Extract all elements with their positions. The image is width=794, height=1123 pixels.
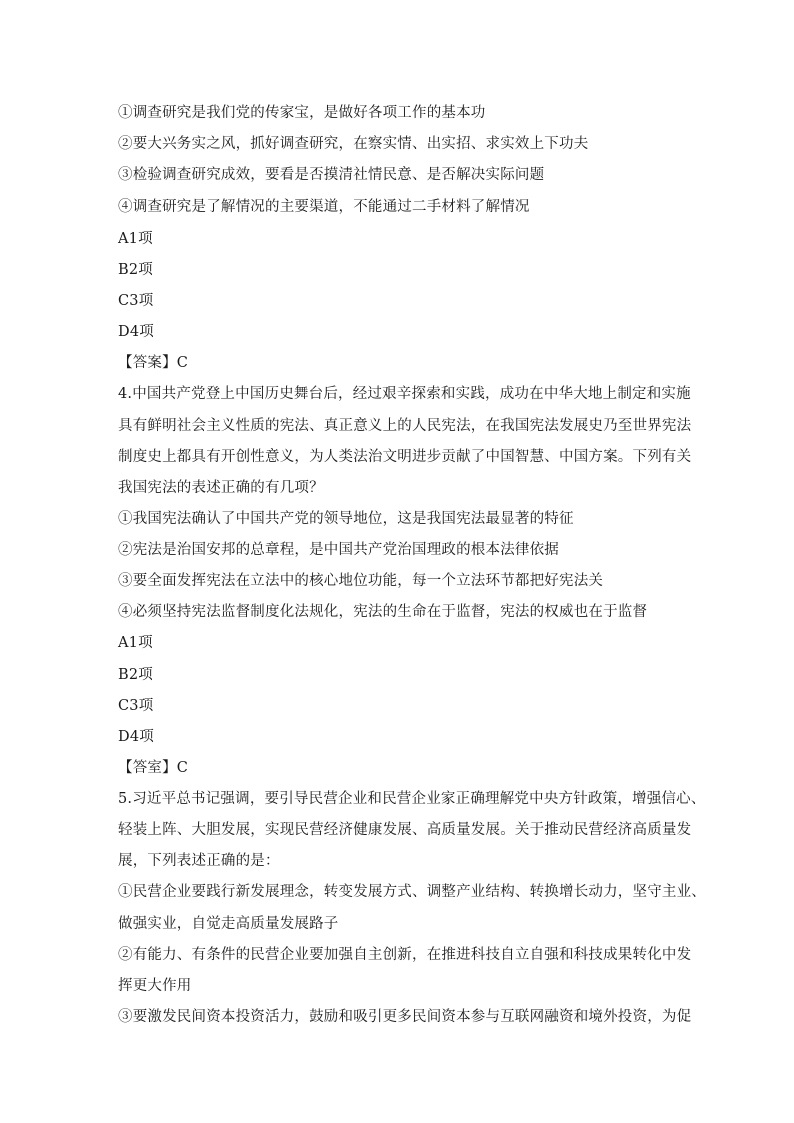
q4-choice-a: A1项 xyxy=(118,635,153,651)
q3-choice-c: C3项 xyxy=(118,293,154,309)
q5-stem-line-3: 展，下列表述正确的是： xyxy=(118,853,280,869)
q3-option-4: ④调查研究是了解情况的主要渠道，不能通过二手材料了解情况 xyxy=(118,199,530,215)
q5-option-1-line-1: ①民营企业要践行新发展理念，转变发展方式、调整产业结构、转换增长动力，坚守主业、 xyxy=(118,884,706,900)
q4-choice-d: D4项 xyxy=(118,729,154,745)
q3-choice-d: D4项 xyxy=(118,324,154,340)
q4-option-4: ④必须坚持宪法监督制度化法规化，宪法的生命在于监督，宪法的权威也在于监督 xyxy=(118,604,648,620)
q3-choice-a: A1项 xyxy=(118,231,153,247)
q4-stem-line-1: 4.中国共产党登上中国历史舞台后，经过艰辛探索和实践，成功在中华大地上制定和实施 xyxy=(118,386,691,402)
q4-stem-line-2: 具有鲜明社会主义性质的宪法、真正意义上的人民宪法，在我国宪法发展史乃至世界宪法 xyxy=(118,418,692,434)
q4-option-2: ②宪法是治国安邦的总章程，是中国共产党治国理政的根本法律依据 xyxy=(118,542,559,558)
q3-choice-b: B2项 xyxy=(118,262,153,278)
q3-answer: 【答案】C xyxy=(118,355,189,371)
q5-option-3-line-1: ③要激发民间资本投资活力，鼓励和吸引更多民间资本参与互联网融资和境外投资，为促 xyxy=(118,1009,692,1025)
q5-option-2-line-2: 挥更大作用 xyxy=(118,978,192,994)
q4-option-3: ③要全面发挥宪法在立法中的核心地位功能，每一个立法环节都把好宪法关 xyxy=(118,573,604,589)
q4-stem-line-3: 制度史上都具有开创性意义，为人类法治文明进步贡献了中国智慧、中国方案。下列有关 xyxy=(118,449,692,465)
q5-option-2-line-1: ②有能力、有条件的民营企业要加强自主创新，在推进科技自立自强和科技成果转化中发 xyxy=(118,947,692,963)
q4-choice-b: B2项 xyxy=(118,667,153,683)
q5-stem-line-1: 5.习近平总书记强调，要引导民营企业和民营企业家正确理解党中央方针政策，增强信心、 xyxy=(118,791,706,807)
q4-answer: 【答室】C xyxy=(118,760,189,776)
q3-option-3: ③检验调查研究成效，要看是否摸清社情民意、是否解决实际问题 xyxy=(118,167,545,183)
q4-stem-line-4: 我国宪法的表述正确的有几项？ xyxy=(118,480,324,496)
q5-stem-line-2: 轻装上阵、大胆发展，实现民营经济健康发展、高质量发展。关于推动民营经济高质量发 xyxy=(118,822,692,838)
q3-option-1: ①调查研究是我们党的传家宝，是做好各项工作的基本功 xyxy=(118,105,486,121)
q3-option-2: ②要大兴务实之风，抓好调查研究，在察实情、出实招、求实效上下功夫 xyxy=(118,136,589,152)
q5-option-1-line-2: 做强实业，自觉走高质量发展路子 xyxy=(118,916,339,932)
q4-option-1: ①我国宪法确认了中国共产党的领导地位，这是我国宪法最显著的特征 xyxy=(118,511,574,527)
q4-choice-c: C3项 xyxy=(118,698,154,714)
